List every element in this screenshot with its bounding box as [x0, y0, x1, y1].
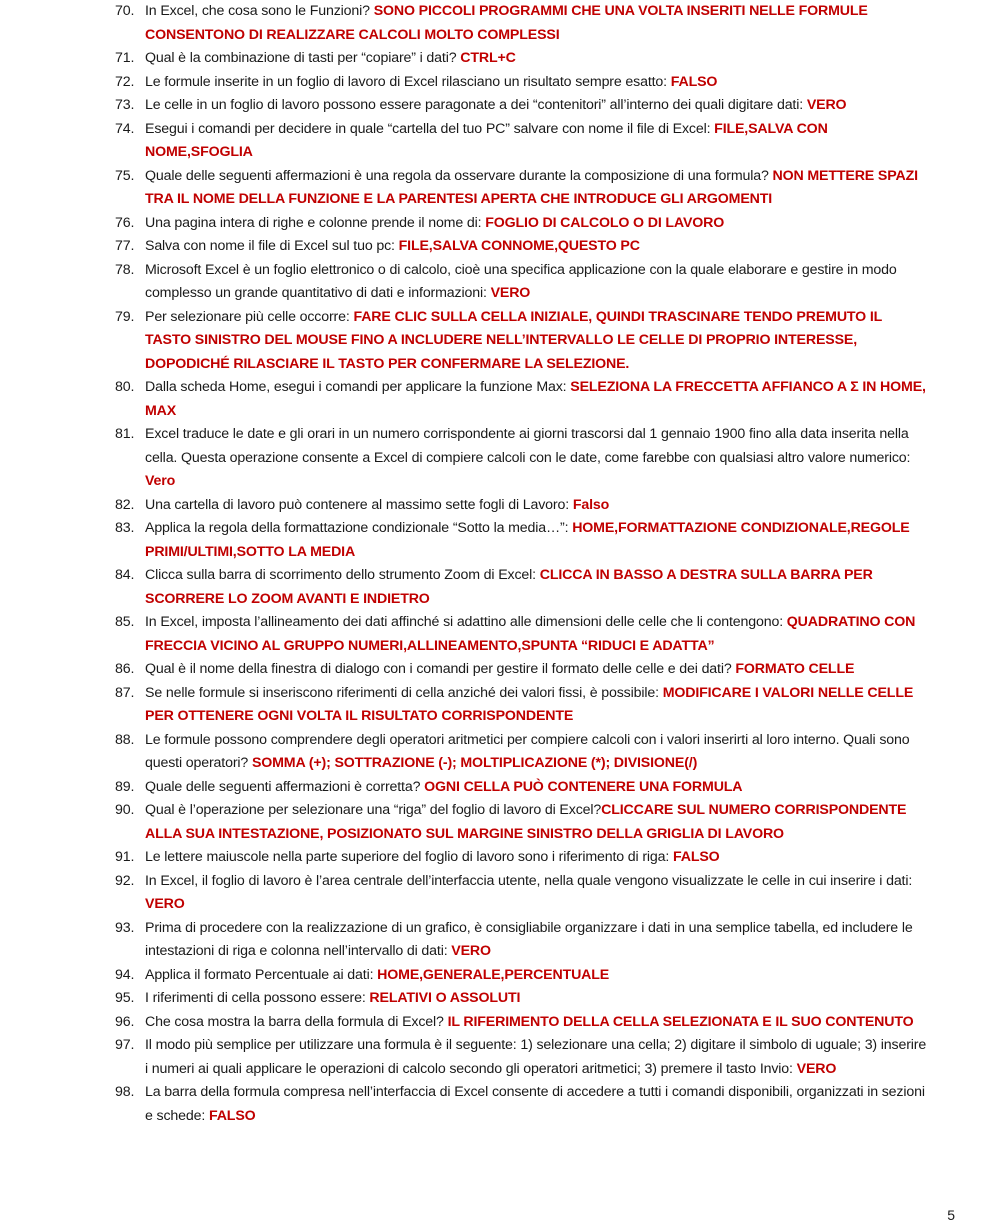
question-number: 84.: [115, 567, 135, 583]
question-number: 83.: [115, 520, 135, 536]
question-text: Quale delle seguenti affermazioni è corretta?: [145, 778, 425, 795]
question-number: 71.: [115, 50, 135, 66]
question-text: Se nelle formule si inseriscono riferimenti di cella anziché dei valori fissi, è possibile:: [145, 684, 663, 701]
question-text: Clicca sulla barra di scorrimento dello strumento Zoom di Excel:: [145, 567, 540, 583]
question-item: [0, 564, 1000, 611]
answer-text: MODIFICARE I VALORI NELLE CELLE PER OTTENERE OGNI VOLTA IL RISULTATO CORRISPONDENTE: [145, 684, 914, 724]
question-item: [0, 1081, 1000, 1128]
question-number: 75.: [115, 167, 135, 184]
question-text: Una cartella di lavoro può contenere al massimo sette fogli di Lavoro:: [145, 496, 573, 513]
question-item: [0, 799, 1000, 846]
page-number: 5: [947, 1207, 955, 1223]
question-text: Excel traduce le date e gli orari in un numero corrispondente ai giorni trascorsi dal 1 gennaio 1900 fino alla data inserita nella cella. Questa operazione consente a Excel di compiere calcoli con le date, come farebbe con qualsiasi altro valore numerico:: [145, 426, 911, 466]
question-item: [0, 776, 1000, 800]
question-number: 95.: [115, 990, 135, 1006]
question-number: 85.: [115, 614, 135, 630]
question-number: 82.: [115, 496, 135, 513]
answer-text: FOGLIO DI CALCOLO O DI LAVORO: [485, 214, 725, 231]
answer-text: HOME,FORMATTAZIONE CONDIZIONALE,REGOLE PRIMI/ULTIMI,SOTTO LA MEDIA: [145, 520, 910, 560]
question-number: 91.: [115, 849, 135, 865]
answer-text: FORMATO CELLE: [735, 661, 855, 677]
question-text: In Excel, imposta l’allineamento dei dati affinché si adattino alle dimensioni delle celle che li contengono:: [145, 614, 787, 630]
question-number: 97.: [115, 1037, 135, 1053]
question-item: [0, 870, 1000, 917]
question-item: [0, 235, 1000, 259]
question-text: Dalla scheda Home, esegui i comandi per applicare la funzione Max:: [145, 379, 571, 395]
question-number: 94.: [115, 966, 135, 983]
answer-text: CTRL+C: [460, 50, 516, 66]
question-number: 88.: [115, 731, 135, 748]
question-text: Microsoft Excel è un foglio elettronico o di calcolo, cioè una specifica applicazione con la quale elaborare e gestire in modo complesso un grande quantitativo di dati e informazioni:: [145, 261, 897, 301]
question-item: [0, 517, 1000, 564]
question-number: 77.: [115, 238, 135, 254]
question-item: [0, 611, 1000, 658]
answer-text: Falso: [572, 496, 610, 513]
answer-text: SONO PICCOLI PROGRAMMI CHE UNA VOLTA INSERITI NELLE FORMULE CONSENTONO DI REALIZZARE CALCOLI MOLTO COMPLESSI: [145, 3, 868, 43]
question-text: Qual è l’operazione per selezionare una “riga” del foglio di lavoro di Excel?: [145, 802, 602, 818]
answer-text: VERO: [806, 97, 847, 113]
answer-text: VERO: [451, 943, 491, 959]
question-number: 89.: [115, 778, 135, 795]
answer-text: SELEZIONA LA FRECCETTA AFFIANCO A Σ IN HOME, MAX: [145, 379, 926, 419]
question-text: La barra della formula compresa nell’interfaccia di Excel consente di accedere a tutti i comandi disponibili, organizzati in sezioni e schede:: [145, 1084, 925, 1124]
question-item: [0, 1034, 1000, 1081]
question-number: 74.: [115, 120, 135, 137]
question-number: 98.: [115, 1084, 135, 1100]
answer-text: CLICCARE SUL NUMERO CORRISPONDENTE ALLA SUA INTESTAZIONE, POSIZIONATO SUL MARGINE SINISTRO DELLA GRIGLIA DI LAVORO: [145, 802, 907, 842]
answer-text: FILE,SALVA CONNOME,QUESTO PC: [398, 238, 640, 254]
question-number: 72.: [115, 73, 135, 90]
answer-text: SOMMA (+); SOTTRAZIONE (-); MOLTIPLICAZIONE (*); DIVISIONE(/): [251, 755, 698, 771]
question-item: [0, 0, 1000, 47]
question-text: Le formule possono comprendere degli operatori aritmetici per compiere calcoli con i valori inserirti al loro interno. Quali sono questi operatori?: [145, 731, 910, 771]
answer-text: FILE,SALVA CON NOME,SFOGLIA: [145, 120, 828, 160]
answer-text: IL RIFERIMENTO DELLA CELLA SELEZIONATA E IL SUO CONTENUTO: [447, 1013, 914, 1030]
question-number: 80.: [115, 379, 135, 395]
question-text: In Excel, il foglio di lavoro è l’area centrale dell’interfaccia utente, nella quale vengono visualizzate le celle in cui inserire i dati:: [145, 872, 913, 889]
answer-text: FALSO: [672, 849, 720, 865]
question-text: Il modo più semplice per utilizzare una formula è il seguente: 1) selezionare una cella; 2) digitare il simbolo di uguale; 3) inserire i numeri ai quali applicare le operazioni di calcolo secondo gli operatori aritmetici; 3) premere il tasto Invio:: [145, 1037, 927, 1077]
question-number: 86.: [115, 661, 135, 677]
answer-text: HOME,GENERALE,PERCENTUALE: [377, 966, 610, 983]
question-text: Le celle in un foglio di lavoro possono essere paragonate a dei “contenitori” all’interno dei quali digitare dati:: [145, 97, 807, 113]
question-item: [0, 423, 1000, 494]
question-text: I riferimenti di cella possono essere:: [145, 990, 370, 1006]
question-item: [0, 494, 1000, 518]
question-item: [0, 165, 1000, 212]
question-number: 96.: [115, 1013, 135, 1030]
question-number: 70.: [115, 3, 135, 19]
question-item: [0, 118, 1000, 165]
question-item: [0, 729, 1000, 776]
question-number: 92.: [115, 872, 135, 889]
question-number: 90.: [115, 802, 135, 818]
question-item: [0, 212, 1000, 236]
answer-text: RELATIVI O ASSOLUTI: [369, 990, 521, 1006]
question-number: 87.: [115, 684, 135, 701]
answer-text: CLICCA IN BASSO A DESTRA SULLA BARRA PER SCORRERE LO ZOOM AVANTI E INDIETRO: [145, 567, 873, 607]
answer-text: FARE CLIC SULLA CELLA INIZIALE, QUINDI TRASCINARE TENDO PREMUTO IL TASTO SINISTRO DEL MOUSE FINO A INCLUDERE NELL’INTERVALLO LE CELLE DI PROPRIO INTERESSE, DOPODICHÉ RILASCIARE IL TASTO PER CONFERMARE LA SELEZIONE.: [145, 308, 882, 372]
question-text: Che cosa mostra la barra della formula di Excel?: [145, 1013, 448, 1030]
answer-text: FALSO: [670, 73, 718, 90]
answer-text: Vero: [145, 473, 176, 489]
question-number: 79.: [115, 308, 135, 325]
answer-text: VERO: [490, 285, 531, 301]
question-number: 76.: [115, 214, 135, 231]
question-item: [0, 964, 1000, 988]
question-number: 81.: [115, 426, 135, 442]
question-item: [0, 846, 1000, 870]
question-number: 73.: [115, 97, 135, 113]
question-item: [0, 94, 1000, 118]
question-item: [0, 658, 1000, 682]
answer-text: VERO: [796, 1060, 837, 1077]
question-text: Qual è la combinazione di tasti per “copiare” i dati?: [145, 50, 461, 66]
question-text: Le lettere maiuscole nella parte superiore del foglio di lavoro sono i riferimento di riga:: [145, 849, 673, 865]
answer-text: QUADRATINO CON FRECCIA VICINO AL GRUPPO NUMERI,ALLINEAMENTO,SPUNTA “RIDUCI E ADATTA”: [145, 614, 916, 654]
question-text: Una pagina intera di righe e colonne prende il nome di:: [145, 214, 486, 231]
answer-text: NON METTERE SPAZI TRA IL NOME DELLA FUNZIONE E LA PARENTESI APERTA CHE INTRODUCE GLI ARGOMENTI: [145, 167, 918, 207]
question-item: [0, 306, 1000, 377]
question-item: [0, 1011, 1000, 1035]
question-item: [0, 376, 1000, 423]
answer-text: OGNI CELLA PUÒ CONTENERE UNA FORMULA: [424, 778, 743, 795]
question-item: [0, 259, 1000, 306]
question-item: [0, 917, 1000, 964]
question-text: Quale delle seguenti affermazioni è una regola da osservare durante la composizione di una formula?: [145, 167, 773, 184]
answer-text: FALSO: [208, 1107, 256, 1124]
question-item: [0, 71, 1000, 95]
question-item: [0, 47, 1000, 71]
question-text: Salva con nome il file di Excel sul tuo pc:: [145, 238, 399, 254]
question-text: Per selezionare più celle occorre:: [145, 308, 354, 325]
question-number: 78.: [115, 261, 135, 278]
question-text: Esegui i comandi per decidere in quale “cartella del tuo PC” salvare con nome il file di Excel:: [145, 120, 715, 137]
question-text: Le formule inserite in un foglio di lavoro di Excel rilasciano un risultato sempre esatto:: [145, 73, 671, 90]
answer-text: VERO: [145, 896, 185, 912]
question-text: Applica la regola della formattazione condizionale “Sotto la media…”:: [145, 520, 573, 536]
question-item: [0, 987, 1000, 1011]
question-item: [0, 682, 1000, 729]
question-text: Applica il formato Percentuale ai dati:: [145, 966, 378, 983]
question-number: 93.: [115, 919, 135, 936]
question-text: Prima di procedere con la realizzazione di un grafico, è consigliabile organizzare i dati in una semplice tabella, ed includere le intestazioni di riga e colonna nell’intervallo di dati:: [145, 919, 913, 959]
question-text: Qual è il nome della finestra di dialogo con i comandi per gestire il formato delle celle e dei dati?: [145, 661, 736, 677]
question-text: In Excel, che cosa sono le Funzioni?: [145, 3, 374, 19]
